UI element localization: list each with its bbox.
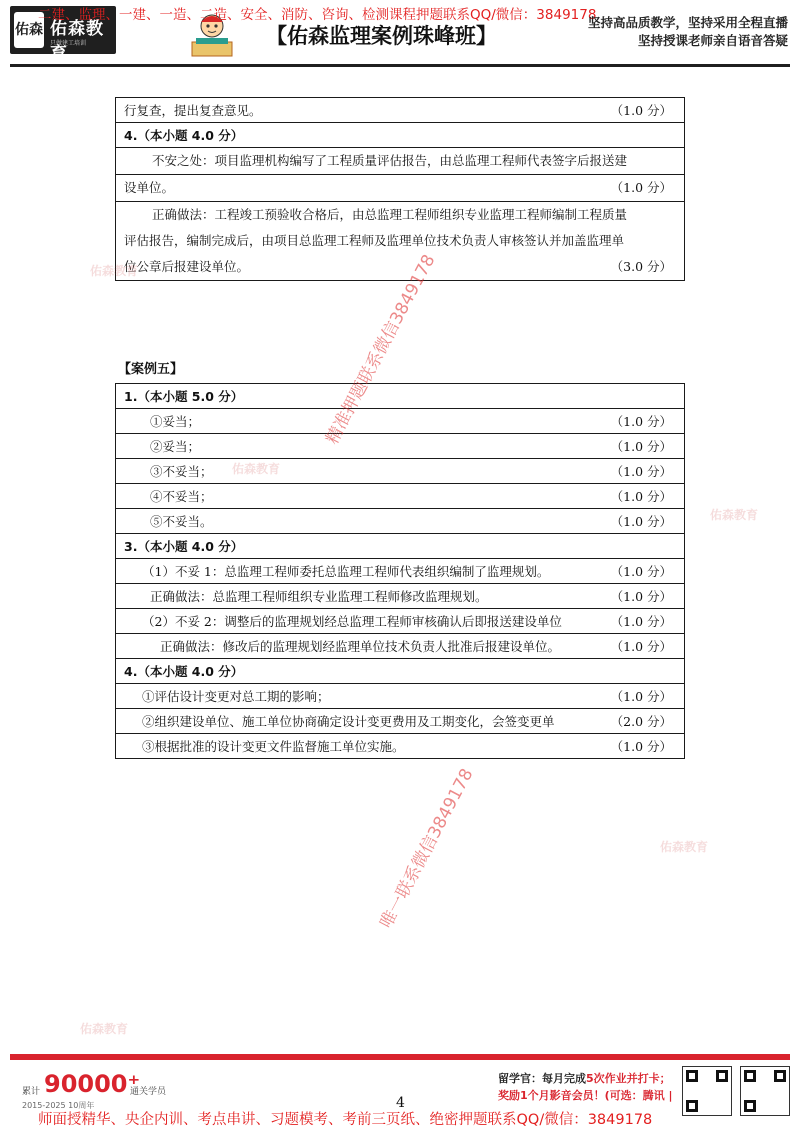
notice-text: 奖励1个月影音会员！(可选：腾讯 | [498, 1089, 673, 1102]
watermark-brand: 佑森教育 [710, 508, 759, 522]
table-row [116, 684, 685, 709]
watermark-text: 精准押题联系微信3849178 [322, 251, 440, 448]
table-row [116, 384, 685, 409]
para-line: 正确做法：工程竣工预验收合格后，由总监理工程师组织专业监理工程师编制工程质量 [152, 207, 628, 222]
table-row [116, 509, 685, 534]
slogan-line-2: 坚持授课老师亲自语音答疑 [637, 33, 788, 48]
table-row [116, 409, 685, 434]
row-score: （1.0 分） [597, 509, 685, 534]
row-text: ⑤不妥当。 [116, 509, 597, 534]
logo-seal-icon: 佑森 [14, 12, 44, 48]
table-row [116, 148, 685, 202]
watermark-brand: 佑森教育 [90, 264, 139, 278]
watermark-text: 唯一联系微信3849178 [376, 765, 478, 932]
row-score: （1.0 分） [597, 434, 685, 459]
table-row [116, 734, 685, 759]
para-line: 评估报告，编制完成后，由项目总监理工程师及监理单位技术负责人审核签认并加盖监理单 [124, 233, 625, 248]
row-text: 行复查，提出复查意见。 [116, 98, 597, 123]
row-score: （1.0 分） [597, 459, 685, 484]
table-row [116, 559, 685, 584]
footer-years: 2015-2025 10周年 [22, 1101, 95, 1110]
footer-count-label: 累计 [22, 1087, 41, 1097]
notice-highlight: 5次作业并打卡； [586, 1072, 671, 1085]
table-row [116, 709, 685, 734]
row-text: ①妥当； [116, 409, 597, 434]
row-text: ①评估设计变更对总工期的影响； [116, 684, 597, 709]
row-text: ③不妥当； [116, 459, 597, 484]
table-row [116, 98, 685, 123]
para-line: 位公章后报建设单位。 [124, 259, 250, 274]
question-heading: 1.（本小题 5.0 分） [116, 384, 685, 409]
table-row [116, 584, 685, 609]
table-row [116, 123, 685, 148]
header-divider [10, 64, 790, 67]
row-text: ②妥当； [116, 434, 597, 459]
row-score: （1.0 分） [610, 180, 672, 195]
notice-text: 留学官：每月完成 [498, 1072, 586, 1085]
question-heading: 3.（本小题 4.0 分） [116, 534, 685, 559]
table-row [116, 609, 685, 634]
question-heading: 4.（本小题 4.0 分） [116, 123, 685, 148]
row-score: （1.0 分） [597, 609, 685, 634]
footer-divider [10, 1054, 790, 1060]
table-row [116, 434, 685, 459]
question-heading: 4.（本小题 4.0 分） [116, 659, 685, 684]
row-score: （1.0 分） [597, 734, 685, 759]
answer-table-case5 [115, 383, 685, 759]
row-text: ③根据批准的设计变更文件监督施工单位实施。 [116, 734, 597, 759]
row-score: （3.0 分） [610, 259, 672, 274]
footer-notice [498, 1070, 673, 1104]
row-score: （1.0 分） [597, 484, 685, 509]
table-row [116, 659, 685, 684]
page-title: 【佑森监理案例珠峰班】 [266, 24, 497, 48]
table-row [116, 202, 685, 281]
logo-subtitle: 只做建工培训 [50, 40, 87, 47]
row-text: ②组织建设单位、施工单位协商确定设计变更费用及工期变化，会签变更单 [116, 709, 597, 734]
para-line: 设单位。 [124, 180, 175, 195]
header-slogan [588, 14, 788, 50]
watermark-brand: 佑森教育 [80, 1022, 129, 1036]
answer-table-case4 [115, 97, 685, 281]
qr-code-icon [740, 1066, 790, 1116]
slogan-line-1: 坚持高品质教学，坚持采用全程直播 [587, 15, 788, 30]
row-text: 正确做法：修改后的监理规划经监理单位技术负责人批准后报建设单位。 [116, 634, 597, 659]
footer-student-count: 90000⁺ [44, 1070, 141, 1098]
logo-name: 佑森教育 [50, 19, 104, 64]
row-text: （2）不妥 2：调整后的监理规划经总监理工程师审核确认后即报送建设单位 [116, 609, 597, 634]
row-score: （1.0 分） [597, 559, 685, 584]
case-title: 【案例五】 [118, 362, 184, 377]
table-row [116, 484, 685, 509]
row-score: （1.0 分） [597, 584, 685, 609]
wrong-practice-paragraph [124, 148, 672, 201]
watermark-brand: 佑森教育 [232, 462, 281, 476]
para-line: 不安之处：项目监理机构编写了工程质量评估报告，由总监理工程师代表签字后报送建 [152, 153, 628, 168]
table-row [116, 634, 685, 659]
row-score: （1.0 分） [597, 98, 685, 123]
row-score: （2.0 分） [597, 709, 685, 734]
row-text: ④不妥当； [116, 484, 597, 509]
page-number: 4 [396, 1095, 405, 1111]
qr-code-icon [682, 1066, 732, 1116]
page-header [0, 0, 800, 66]
correct-practice-paragraph [124, 202, 672, 280]
row-score: （1.0 分） [597, 409, 685, 434]
row-score: （1.0 分） [597, 684, 685, 709]
row-score: （1.0 分） [597, 634, 685, 659]
watermark-brand: 佑森教育 [660, 840, 709, 854]
footer-promo-text: 师面授精华、央企内训、考点串讲、习题模考、考前三页纸、绝密押题联系QQ/微信：3849178 [38, 1112, 653, 1128]
table-row [116, 459, 685, 484]
table-row [116, 534, 685, 559]
footer-count-sub: 通关学员 [130, 1087, 167, 1097]
header-promo-text: 二建、监理、一建、一造、二造、安全、消防、咨询、检测课程押题联系QQ/微信：3849178 [38, 7, 597, 23]
row-text: （1）不妥 1：总监理工程师委托总监理工程师代表组织编制了监理规划。 [116, 559, 597, 584]
row-text: 正确做法：总监理工程师组织专业监理工程师修改监理规划。 [116, 584, 597, 609]
